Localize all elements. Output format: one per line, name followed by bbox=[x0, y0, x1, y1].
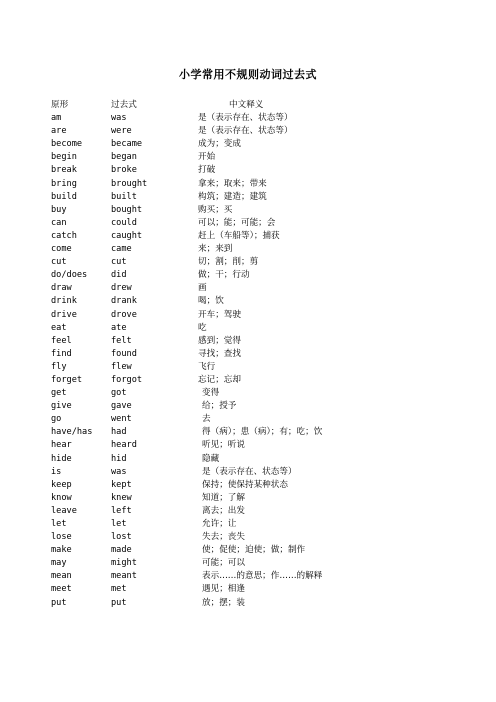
verb-past: found bbox=[111, 348, 137, 359]
table-row bbox=[51, 178, 471, 191]
verb-meaning: 听见；听说 bbox=[202, 440, 245, 451]
verb-past: made bbox=[111, 545, 132, 556]
verb-meaning: 知道；了解 bbox=[202, 492, 245, 503]
verb-meaning: 切；割；削；剪 bbox=[198, 257, 259, 268]
verb-meaning: 得（病）；患（病）；有；吃；饮 bbox=[202, 427, 323, 438]
table-row bbox=[51, 570, 471, 583]
verb-base: make bbox=[51, 545, 72, 556]
verb-base: keep bbox=[51, 479, 72, 490]
header-past: 过去式 bbox=[111, 100, 137, 110]
verb-meaning: 飞行 bbox=[198, 361, 216, 372]
verb-past: drew bbox=[111, 283, 132, 294]
verb-base: fly bbox=[51, 361, 67, 372]
verb-base: put bbox=[51, 597, 67, 608]
verb-past: meant bbox=[111, 571, 137, 582]
verb-past: kept bbox=[111, 479, 132, 490]
verb-base: feel bbox=[51, 335, 72, 346]
table-row bbox=[51, 426, 471, 439]
header-base: 原形 bbox=[51, 100, 69, 110]
verb-past: left bbox=[111, 505, 132, 516]
verb-past: bought bbox=[111, 204, 143, 215]
verb-base: lose bbox=[51, 532, 72, 543]
verb-past: began bbox=[111, 152, 137, 163]
verb-base: do/does bbox=[51, 270, 88, 281]
verb-base: give bbox=[51, 401, 72, 412]
verb-meaning: 离去；出发 bbox=[202, 505, 245, 516]
verb-base: build bbox=[51, 191, 77, 202]
verb-past: met bbox=[111, 584, 127, 595]
verb-past: put bbox=[111, 597, 127, 608]
verb-past: might bbox=[111, 558, 137, 569]
verb-past: broke bbox=[111, 165, 137, 176]
verb-past: could bbox=[111, 217, 137, 228]
verb-meaning: 表示……的意思；作……的解释 bbox=[202, 571, 323, 582]
verb-past: felt bbox=[111, 335, 132, 346]
verb-base: draw bbox=[51, 283, 72, 294]
header-meaning: 中文释义 bbox=[229, 100, 264, 110]
verb-meaning: 变得 bbox=[202, 388, 220, 399]
verb-base: find bbox=[51, 348, 72, 359]
verb-meaning: 允许；让 bbox=[202, 519, 237, 529]
verb-meaning: 做；干；行动 bbox=[198, 270, 250, 281]
verb-meaning: 保持；使保持某种状态 bbox=[202, 479, 288, 490]
verb-base: can bbox=[51, 217, 67, 228]
verb-base: cut bbox=[51, 257, 67, 268]
verb-past: brought bbox=[111, 178, 148, 189]
verb-past: became bbox=[111, 139, 143, 150]
table-row bbox=[51, 138, 471, 151]
table-row bbox=[51, 309, 471, 322]
verb-base: leave bbox=[51, 505, 77, 516]
verb-meaning: 打破 bbox=[198, 165, 216, 176]
table-row bbox=[51, 125, 471, 138]
table-row bbox=[51, 256, 471, 269]
verb-meaning: 赶上（车船等）；捕获 bbox=[198, 230, 280, 241]
verb-past: let bbox=[111, 519, 127, 529]
verb-meaning: 吃 bbox=[198, 322, 207, 333]
verb-past: lost bbox=[111, 532, 132, 543]
verb-base: hide bbox=[51, 453, 72, 464]
verb-base: bring bbox=[51, 178, 77, 189]
verb-past: hid bbox=[111, 453, 127, 464]
table-row bbox=[51, 243, 471, 256]
verb-base: go bbox=[51, 414, 62, 425]
table-row bbox=[51, 505, 471, 518]
verb-base: break bbox=[51, 165, 77, 176]
verb-past: drank bbox=[111, 296, 137, 307]
table-row bbox=[51, 400, 471, 413]
verb-meaning: 隐藏 bbox=[202, 453, 220, 464]
verb-past: gave bbox=[111, 401, 132, 412]
verb-meaning: 开始 bbox=[198, 152, 216, 163]
verb-base: eat bbox=[51, 322, 67, 333]
verb-base: know bbox=[51, 492, 72, 503]
verb-meaning: 忘记；忘却 bbox=[198, 374, 241, 385]
verb-past: went bbox=[111, 414, 132, 425]
table-row bbox=[51, 361, 471, 374]
verb-meaning: 给；授予 bbox=[202, 401, 237, 412]
table-row bbox=[51, 295, 471, 308]
table-row bbox=[51, 112, 471, 125]
table-header bbox=[51, 99, 471, 112]
verb-meaning: 来；来到 bbox=[198, 244, 233, 255]
verb-past: were bbox=[111, 126, 132, 137]
table-row bbox=[51, 348, 471, 361]
verb-meaning: 是（表示存在、状态等） bbox=[198, 113, 293, 124]
verb-past: flew bbox=[111, 361, 132, 372]
table-row bbox=[51, 269, 471, 282]
table-row bbox=[51, 322, 471, 335]
table-row bbox=[51, 335, 471, 348]
verb-meaning: 是（表示存在、状态等） bbox=[198, 126, 293, 137]
verb-past: was bbox=[111, 466, 127, 477]
verb-base: buy bbox=[51, 204, 67, 215]
verb-base: am bbox=[51, 113, 62, 124]
verb-base: hear bbox=[51, 440, 72, 451]
verb-past: heard bbox=[111, 440, 137, 451]
table-row bbox=[51, 518, 471, 531]
verb-table bbox=[51, 99, 471, 610]
verb-base: forget bbox=[51, 374, 83, 385]
table-row bbox=[51, 466, 471, 479]
verb-meaning: 拿来；取来；带来 bbox=[198, 178, 267, 189]
table-row bbox=[51, 453, 471, 466]
verb-meaning: 成为；变成 bbox=[198, 139, 241, 150]
verb-meaning: 可以；能；可能；会 bbox=[198, 217, 276, 228]
verb-base: are bbox=[51, 126, 67, 137]
verb-meaning: 画 bbox=[198, 283, 207, 294]
verb-base: let bbox=[51, 519, 67, 529]
verb-meaning: 遇见；相逢 bbox=[202, 584, 245, 595]
verb-meaning: 开车；驾驶 bbox=[198, 309, 241, 320]
verb-past: did bbox=[111, 270, 127, 281]
verb-meaning: 可能；可以 bbox=[202, 558, 245, 569]
verb-past: got bbox=[111, 388, 127, 399]
table-row bbox=[51, 282, 471, 295]
verb-meaning: 是（表示存在、状态等） bbox=[202, 466, 297, 477]
table-row bbox=[51, 479, 471, 492]
verb-past: drove bbox=[111, 309, 137, 320]
table-row bbox=[51, 557, 471, 570]
verb-past: forgot bbox=[111, 374, 143, 385]
verb-meaning: 去 bbox=[202, 414, 211, 425]
table-row bbox=[51, 531, 471, 544]
verb-meaning: 喝；饮 bbox=[198, 296, 224, 307]
verb-base: drink bbox=[51, 296, 77, 307]
verb-base: drive bbox=[51, 309, 77, 320]
verb-past: built bbox=[111, 191, 137, 202]
verb-base: begin bbox=[51, 152, 77, 163]
table-row bbox=[51, 439, 471, 452]
verb-past: was bbox=[111, 113, 127, 124]
table-row bbox=[51, 374, 471, 387]
table-row bbox=[51, 164, 471, 177]
verb-past: came bbox=[111, 244, 132, 255]
table-row bbox=[51, 204, 471, 217]
verb-base: get bbox=[51, 388, 67, 399]
verb-base: mean bbox=[51, 571, 72, 582]
verb-meaning: 感到；觉得 bbox=[198, 335, 241, 346]
verb-base: come bbox=[51, 244, 72, 255]
verb-meaning: 构筑；建造；建筑 bbox=[198, 191, 267, 202]
verb-base: become bbox=[51, 139, 83, 150]
table-row bbox=[51, 597, 471, 610]
verb-meaning: 放；摆；装 bbox=[202, 597, 245, 608]
verb-base: meet bbox=[51, 584, 72, 595]
table-row bbox=[51, 217, 471, 230]
verb-base: catch bbox=[51, 230, 77, 241]
verb-past: had bbox=[111, 427, 127, 438]
verb-past: ate bbox=[111, 322, 127, 333]
verb-past: caught bbox=[111, 230, 143, 241]
verb-base: may bbox=[51, 558, 67, 569]
table-row bbox=[51, 151, 471, 164]
verb-meaning: 失去；丧失 bbox=[202, 532, 245, 543]
verb-meaning: 寻找；查找 bbox=[198, 348, 241, 359]
verb-past: knew bbox=[111, 492, 132, 503]
verb-rows bbox=[51, 112, 471, 610]
table-row bbox=[51, 191, 471, 204]
verb-base: have/has bbox=[51, 427, 93, 438]
verb-past: cut bbox=[111, 257, 127, 268]
verb-meaning: 购买；买 bbox=[198, 204, 233, 215]
table-row bbox=[51, 544, 471, 557]
table-row bbox=[51, 583, 471, 596]
table-row bbox=[51, 413, 471, 426]
table-row bbox=[51, 492, 471, 505]
table-row bbox=[51, 387, 471, 400]
verb-meaning: 使；促使；迫使；做；制作 bbox=[202, 545, 306, 556]
page-title: 小学常用不规则动词过去式 bbox=[179, 68, 317, 81]
verb-base: is bbox=[51, 466, 62, 477]
table-row bbox=[51, 230, 471, 243]
